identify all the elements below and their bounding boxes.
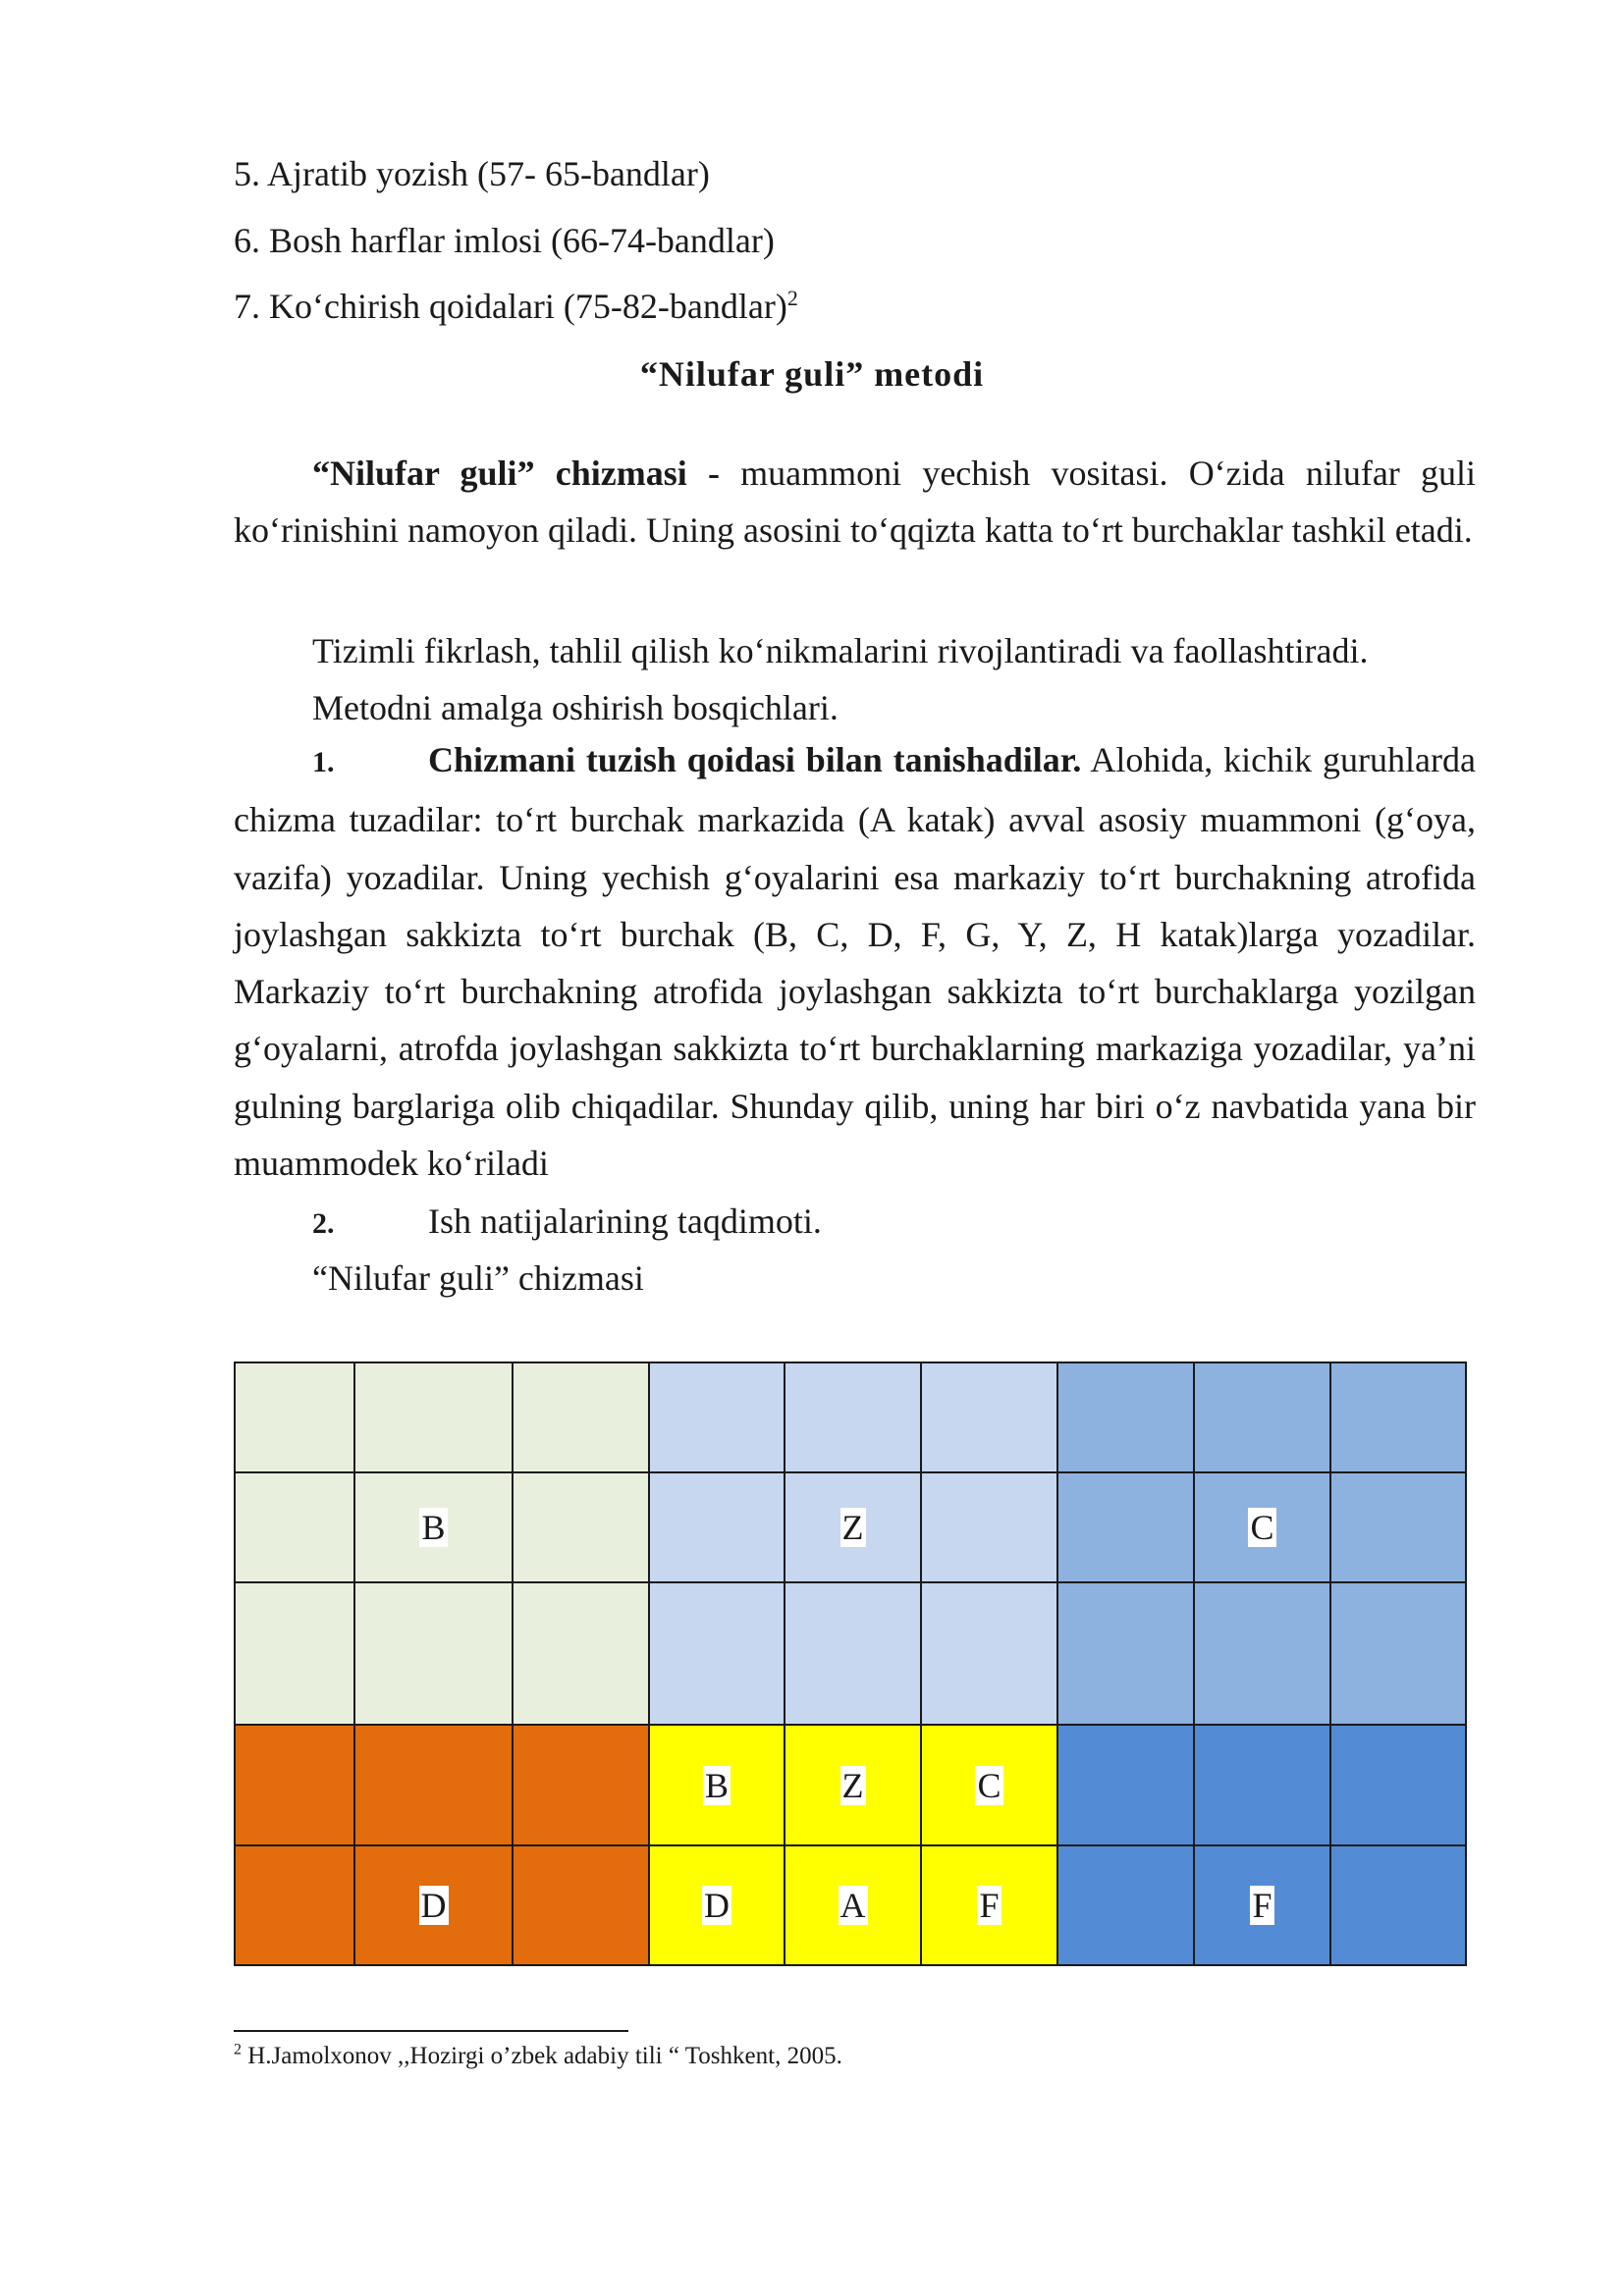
- footnote-mark: 2: [234, 2041, 242, 2058]
- grid-cell: [649, 1362, 785, 1472]
- list-item-text: 7. Ko‘chirish qoidalari (75-82-bandlar): [234, 287, 787, 326]
- grid-cell: [1194, 1582, 1330, 1725]
- grid-cell: [513, 1725, 649, 1845]
- grid-cell: [235, 1725, 354, 1845]
- grid-cell: [513, 1845, 649, 1965]
- step-1-bold-lead: Chizmani tuzish qoidasi bilan tanishadilar.: [428, 740, 1082, 779]
- grid-cell: [1330, 1725, 1466, 1845]
- grid-cell: [649, 1582, 785, 1725]
- grid-cell-label: B: [354, 1472, 513, 1582]
- grid-cell: [354, 1582, 513, 1725]
- grid-cell: [354, 1725, 513, 1845]
- step-1-paragraph: [234, 731, 1476, 1192]
- grid-row: [235, 1582, 1466, 1725]
- grid-cell: [513, 1472, 649, 1582]
- step-1-text: Alohida, kichik guruhlarda chizma tuzadilar: to‘rt burchak markazida (A katak) avval asosiy muammoni (g‘oya, vazifa) yozadilar. Uning yechish g‘oyalarini esa markaziy to‘rt burchakning atrofida joylashgan sakkizta to‘rt burchak (B, C, D, F, G, Y, Z, H katak)larga yozadilar. Markaziy to‘rt burchakning atrofida joylashgan sakkizta to‘rt burchaklarga yozilgan g‘oyalarni, atrofda joylashgan sakkizta to‘rt burchaklarning markaziga yozadilar, ya’ni gulning barglariga olib chiqadilar. Shunday qilib, uning har biri o‘z navbatida yana bir muammodek ko‘riladi: [234, 740, 1476, 1184]
- grid-cell: [1330, 1472, 1466, 1582]
- grid-cell-label: Z: [785, 1725, 921, 1845]
- grid-cell-label: F: [1194, 1845, 1330, 1965]
- paragraph-skills: Tizimli fikrlash, tahlil qilish ko‘nikmalarini rivojlantiradi va faollashtiradi.: [312, 631, 1369, 670]
- grid-cell: [235, 1362, 354, 1472]
- grid-cell-label: Z: [785, 1472, 921, 1582]
- grid-cell: [513, 1362, 649, 1472]
- intro-paragraph: [234, 445, 1476, 560]
- grid-cell: [235, 1845, 354, 1965]
- diagram-caption: “Nilufar guli” chizmasi: [312, 1258, 644, 1298]
- grid-cell: [513, 1582, 649, 1725]
- grid-cell-label: B: [649, 1725, 785, 1845]
- grid-cell: [354, 1362, 513, 1472]
- grid-cell: [1057, 1582, 1194, 1725]
- list-item: 6. Bosh harflar imlosi (66-74-bandlar): [234, 221, 775, 260]
- grid-cell: [1330, 1582, 1466, 1725]
- grid-cell: [235, 1472, 354, 1582]
- step-2-text: Ish natijalarining taqdimoti.: [428, 1201, 822, 1241]
- grid-cell: [1057, 1472, 1194, 1582]
- intro-bold-lead: “Nilufar guli” chizmasi -: [312, 454, 720, 493]
- grid-cell: [1330, 1845, 1466, 1965]
- section-title: “Nilufar guli” metodi: [639, 354, 985, 394]
- step-2-number: 2.: [312, 1207, 335, 1240]
- grid-cell-center-label: A: [785, 1845, 921, 1965]
- list-item: 5. Ajratib yozish (57- 65-bandlar): [234, 154, 710, 193]
- grid-cell: [785, 1582, 921, 1725]
- grid-cell-label: D: [354, 1845, 513, 1965]
- grid-cell: [1194, 1725, 1330, 1845]
- grid-cell: [1057, 1725, 1194, 1845]
- footnote-divider: [234, 2030, 628, 2032]
- grid-cell: [649, 1472, 785, 1582]
- grid-row: [235, 1362, 1466, 1472]
- grid-cell: [235, 1582, 354, 1725]
- grid-cell: [1057, 1845, 1194, 1965]
- grid-cell: [921, 1582, 1057, 1725]
- footnote-reference: 2: [786, 286, 798, 310]
- grid-cell-label: C: [921, 1725, 1057, 1845]
- footnote: [234, 2042, 842, 2071]
- footnote-text: H.Jamolxonov ,,Hozirgi o’zbek adabiy tili “ Toshkent, 2005.: [242, 2043, 842, 2069]
- list-item: [234, 287, 798, 326]
- grid-row: [235, 1845, 1466, 1965]
- grid-cell-label: F: [921, 1845, 1057, 1965]
- paragraph-stages: Metodni amalga oshirish bosqichlari.: [312, 688, 839, 727]
- step-2-line: [312, 1201, 822, 1244]
- lotus-diagram-grid: [234, 1362, 1467, 1966]
- step-1-number: 1.: [312, 746, 335, 778]
- grid-cell-label: D: [649, 1845, 785, 1965]
- grid-cell: [1330, 1362, 1466, 1472]
- grid-cell: [1194, 1362, 1330, 1472]
- grid-cell-label: C: [1194, 1472, 1330, 1582]
- grid-cell: [921, 1362, 1057, 1472]
- grid-cell: [921, 1472, 1057, 1582]
- grid-cell: [785, 1362, 921, 1472]
- grid-row: [235, 1472, 1466, 1582]
- grid-cell: [1057, 1362, 1194, 1472]
- grid-row: [235, 1725, 1466, 1845]
- intro-text: muammoni yechish vositasi. O‘zida nilufar guli ko‘rinishini namoyon qiladi. Uning asosini to‘qqizta katta to‘rt burchaklar tashkil etadi.: [234, 454, 1476, 551]
